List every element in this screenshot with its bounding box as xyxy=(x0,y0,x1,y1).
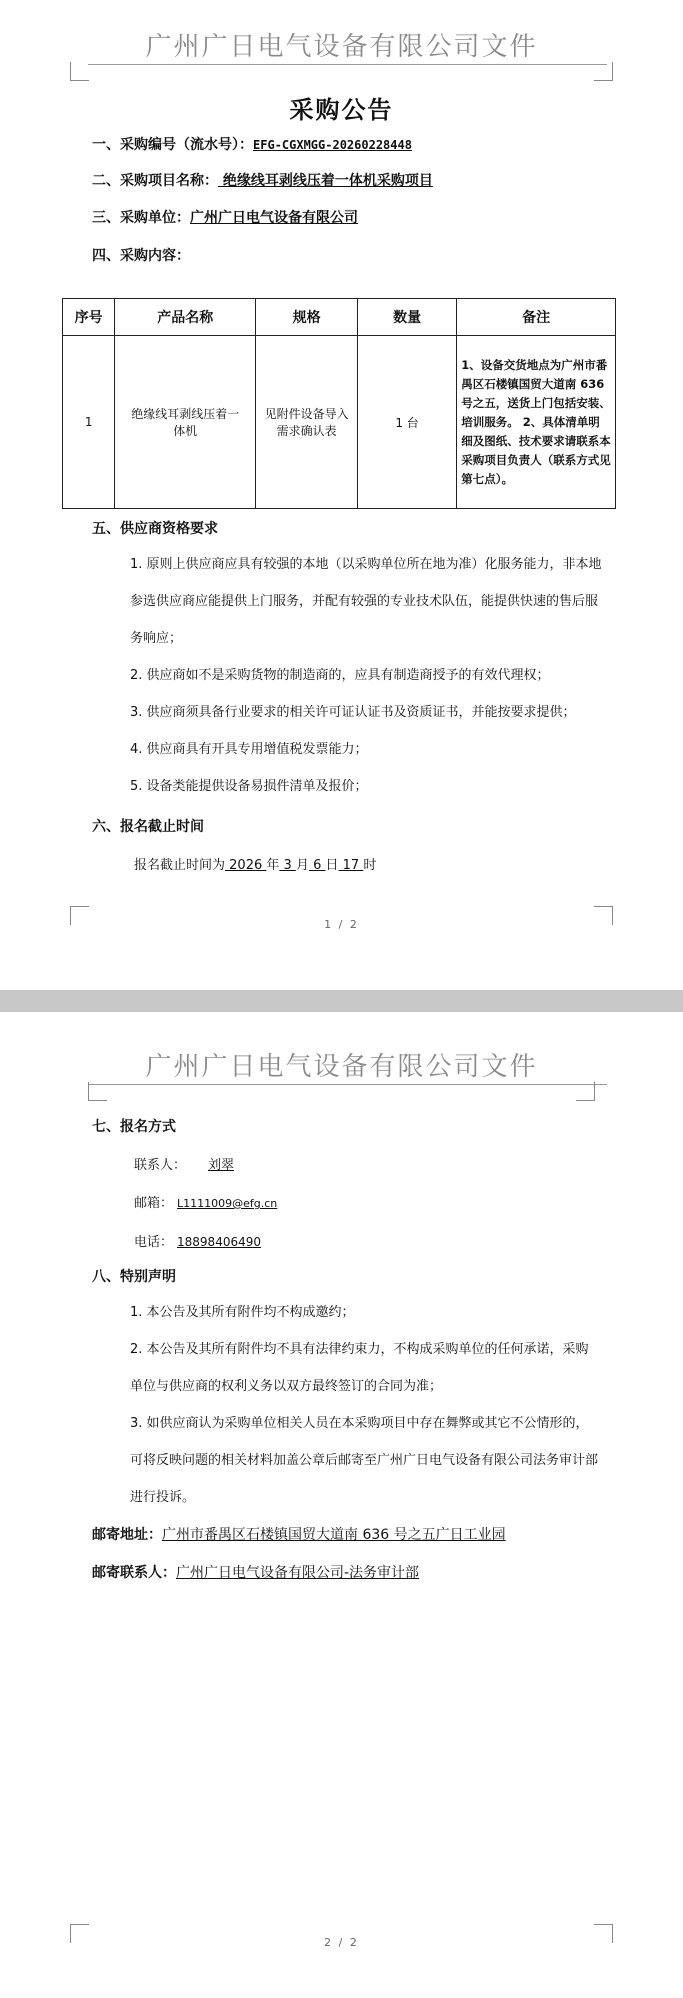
page-number-2: 2 / 2 xyxy=(324,1936,359,1949)
cell-note: 1、设备交货地点为广州市番禺区石楼镇国贸大道南 636 号之五，送货上门包括安装、培训服务。 2、具体清单明细及图纸、技术要求请联系本采购项目负责人（联系方式见第七点）。 xyxy=(457,336,616,509)
project-name-value: 绝缘线耳剥线压着一体机采购项目 xyxy=(218,173,433,189)
col-header-note: 备注 xyxy=(457,299,616,336)
email-value: L1111009@efg.cn xyxy=(177,1197,278,1210)
col-header-no: 序号 xyxy=(63,299,115,336)
procurement-number-row xyxy=(92,134,412,154)
email-label: 邮箱： xyxy=(134,1196,174,1211)
col-header-qty: 数量 xyxy=(357,299,456,336)
mail-contact-value: 广州广日电气设备有限公司-法务审计部 xyxy=(176,1565,420,1581)
deadline-prefix: 报名截止时间为 xyxy=(134,858,226,873)
contact-person-label: 联系人： xyxy=(134,1158,187,1173)
crop-mark-top-left-2 xyxy=(88,1082,107,1101)
contact-person-value: 刘翠 xyxy=(208,1158,235,1173)
company-file-header-2: 广州广日电气设备有限公司文件 xyxy=(145,1052,538,1082)
crop-mark-top-left xyxy=(70,62,89,81)
cell-name: 绝缘线耳剥线压着一体机 xyxy=(115,336,256,509)
phone-value: 18898406490 xyxy=(177,1235,261,1249)
purchaser-label: 三、采购单位： xyxy=(92,210,190,226)
col-header-name: 产品名称 xyxy=(115,299,256,336)
project-name-row xyxy=(92,170,433,190)
mail-contact-label: 邮寄联系人： xyxy=(92,1565,176,1581)
document-title: 采购公告 xyxy=(289,95,394,124)
mail-address-value: 广州市番禺区石楼镇国贸大道南 636 号之五广日工业园 xyxy=(162,1527,506,1543)
statement-item-3: 3. 如供应商认为采购单位相关人员在本采购项目中存在舞弊或其它不公情形的，可将反映问题的相关材料加盖公章后邮寄至广州广日电气设备有限公司法务审计部进行投诉。 xyxy=(130,1416,599,1505)
table-header-row xyxy=(63,299,616,336)
crop-mark-top-right xyxy=(594,62,613,81)
qualification-list xyxy=(108,546,608,805)
qualification-item-1: 1. 原则上供应商应具有较强的本地（以采购单位所在地为准）化服务能力，非本地参选供应商应能提供上门服务，并配有较强的专业技术队伍，能提供快速的售后服务响应； xyxy=(130,557,602,646)
cell-no: 1 xyxy=(63,336,115,509)
procurement-items-table xyxy=(62,298,616,509)
deadline-year: 2026 xyxy=(225,858,267,873)
special-statement-heading: 八、特别声明 xyxy=(92,1269,176,1285)
deadline-heading: 六、报名截止时间 xyxy=(92,819,204,835)
col-header-spec: 规格 xyxy=(256,299,358,336)
deadline-hour-unit: 时 xyxy=(363,858,377,873)
phone-label: 电话： xyxy=(134,1235,174,1250)
deadline-day-unit: 日 xyxy=(325,858,339,873)
procurement-content-heading: 四、采购内容： xyxy=(92,248,190,264)
document-page-2 xyxy=(0,1012,683,1998)
document-page-1 xyxy=(0,0,683,990)
deadline-line xyxy=(134,854,376,873)
qualification-item-3: 3. 供应商须具备行业要求的相关许可证认证书及资质证书，并能按要求提供； xyxy=(130,705,576,720)
crop-mark-top-right-2 xyxy=(576,1082,595,1101)
deadline-year-unit: 年 xyxy=(266,858,280,873)
registration-heading: 七、报名方式 xyxy=(92,1119,176,1135)
header-rule xyxy=(88,64,607,65)
mail-address-row xyxy=(92,1524,506,1544)
cell-spec: 见附件设备导入需求确认表 xyxy=(256,336,358,509)
qualification-item-4: 4. 供应商具有开具专用增值税发票能力； xyxy=(130,742,368,757)
project-name-label: 二、采购项目名称： xyxy=(92,173,218,189)
deadline-month-unit: 月 xyxy=(295,858,309,873)
page-number-1: 1 / 2 xyxy=(324,918,359,931)
statement-item-2: 2. 本公告及其所有附件均不具有法律约束力，不构成采购单位的任何承诺，采购单位与供应商的权利义务以双方最终签订的合同为准； xyxy=(130,1342,589,1394)
cell-qty: 1 台 xyxy=(357,336,456,509)
deadline-day: 6 xyxy=(308,858,326,873)
deadline-month: 3 xyxy=(279,858,296,873)
table-row xyxy=(63,336,616,509)
mail-address-label: 邮寄地址： xyxy=(92,1527,162,1543)
qualification-item-5: 5. 设备类能提供设备易损件清单及报价； xyxy=(130,779,368,794)
special-statement-list xyxy=(108,1294,598,1516)
qualification-heading: 五、供应商资格要求 xyxy=(92,521,218,537)
statement-item-1: 1. 本公告及其所有附件均不构成邀约； xyxy=(130,1305,355,1320)
phone-row xyxy=(134,1231,287,1250)
company-file-header: 广州广日电气设备有限公司文件 xyxy=(145,32,538,62)
mail-contact-row xyxy=(92,1562,419,1582)
purchaser-row xyxy=(92,207,358,227)
header-rule-2 xyxy=(88,1084,607,1085)
purchaser-value: 广州广日电气设备有限公司 xyxy=(190,210,358,226)
qualification-item-2: 2. 供应商如不是采购货物的制造商的，应具有制造商授予的有效代理权； xyxy=(130,668,550,683)
page-separator xyxy=(0,990,683,1012)
deadline-hour: 17 xyxy=(338,858,364,873)
procurement-number-value: EFG-CGXMGG-20260228448 xyxy=(253,138,412,152)
procurement-number-label: 一、采购编号（流水号）： xyxy=(92,137,253,153)
email-row xyxy=(134,1192,281,1211)
contact-person-row xyxy=(134,1154,256,1173)
